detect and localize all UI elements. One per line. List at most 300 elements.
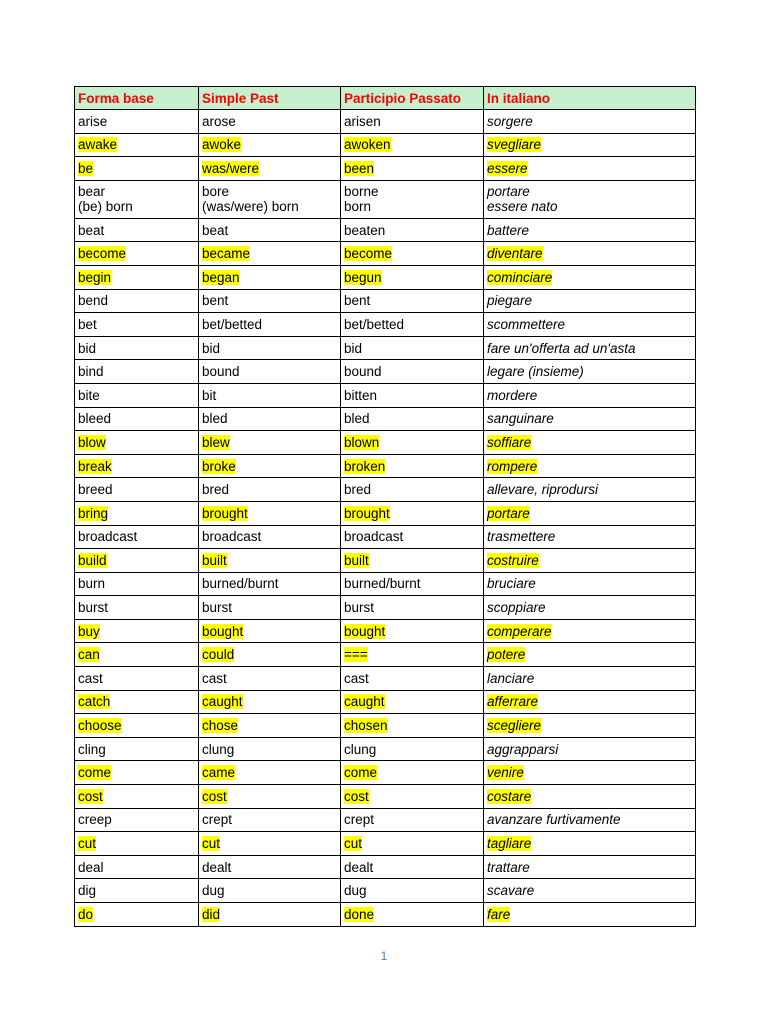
cell-text: come [78,765,112,781]
cell-text: bet [78,316,97,332]
cell-text: beat [202,222,229,238]
cell-text: bent [344,293,371,309]
cell-text: cast [344,670,369,686]
table-row [75,855,696,879]
cell-text: piegare [487,293,533,309]
table-row [75,761,696,785]
base-form-cell [75,313,199,337]
simple-past-cell [199,110,341,134]
cell-text: choose [78,718,122,734]
italian-translation-cell [484,549,696,573]
simple-past-cell [199,289,341,313]
cell-text: bred [344,482,372,498]
cell-text: bid [202,340,221,356]
past-participle-cell [341,525,484,549]
cell-text: bend [78,293,109,309]
base-form-cell [75,785,199,809]
base-form-cell [75,289,199,313]
cell-text: beat [78,222,105,238]
italian-translation-cell [484,525,696,549]
italian-translation-cell [484,714,696,738]
italian-translation-cell [484,619,696,643]
cell-text: awoke [202,137,242,153]
base-form-cell [75,737,199,761]
table-row [75,265,696,289]
simple-past-cell [199,180,341,218]
cell-text: cast [202,670,227,686]
table-row [75,690,696,714]
base-form-cell [75,572,199,596]
italian-translation-cell [484,478,696,502]
simple-past-cell [199,407,341,431]
cell-text: === [344,647,368,663]
italian-translation-cell [484,360,696,384]
cell-text: burst [202,600,233,616]
cell-text: dig [78,883,97,899]
cell-text: dealt [202,859,232,875]
cell-text: avanzare furtivamente [487,812,621,828]
simple-past-cell [199,431,341,455]
base-form-cell [75,643,199,667]
past-participle-cell [341,265,484,289]
cell-text: portare [487,505,530,521]
base-form-cell [75,110,199,134]
past-participle-cell [341,832,484,856]
cell-text: cost [78,788,103,804]
cell-text: arose [202,113,236,129]
cell-text: cut [78,836,97,852]
cell-text: bind [78,364,104,380]
simple-past-cell [199,133,341,157]
cell-text: aggrapparsi [487,741,559,757]
italian-translation-cell [484,133,696,157]
simple-past-cell [199,690,341,714]
cell-text: scegliere [487,718,542,734]
table-row [75,157,696,181]
cell-text: venire [487,765,524,781]
cell-text: become [78,246,127,262]
simple-past-cell [199,832,341,856]
past-participle-cell [341,313,484,337]
italian-translation-cell [484,265,696,289]
cell-text: bet/betted [202,316,263,332]
cell-text: bought [202,623,244,639]
cell-text: clung [202,741,235,757]
base-form-cell [75,619,199,643]
cell-text: caught [202,694,243,710]
simple-past-cell [199,501,341,525]
cell-text: broadcast [344,529,404,545]
cell-text: clung [344,741,377,757]
cell-text: was/were [202,160,260,176]
base-form-cell [75,690,199,714]
past-participle-cell [341,619,484,643]
base-form-cell [75,903,199,927]
cell-text: portare essere nato [487,184,558,215]
italian-translation-cell [484,761,696,785]
table-row [75,596,696,620]
base-form-cell [75,242,199,266]
table-row [75,549,696,573]
past-participle-cell [341,454,484,478]
cell-text: bit [202,387,217,403]
cell-text: beaten [344,222,386,238]
simple-past-cell [199,549,341,573]
cell-text: potere [487,647,526,663]
past-participle-cell [341,180,484,218]
cell-text: burst [78,600,109,616]
table-row [75,785,696,809]
italian-translation-cell [484,832,696,856]
past-participle-cell [341,289,484,313]
simple-past-cell [199,478,341,502]
cell-text: broken [344,458,386,474]
simple-past-cell [199,714,341,738]
base-form-cell [75,133,199,157]
header-forma-base: Forma base [75,87,199,110]
cell-text: tagliare [487,836,532,852]
past-participle-cell [341,737,484,761]
cell-text: broadcast [202,529,262,545]
cell-text: burn [78,576,106,592]
simple-past-cell [199,667,341,691]
table-row [75,289,696,313]
cell-text: sanguinare [487,411,554,427]
italian-translation-cell [484,407,696,431]
past-participle-cell [341,407,484,431]
table-row [75,667,696,691]
cell-text: cast [78,670,103,686]
cell-text: dug [344,883,367,899]
header-participio-passato: Participio Passato [341,87,484,110]
simple-past-cell [199,737,341,761]
cell-text: bound [344,364,382,380]
table-row [75,619,696,643]
cell-text: breed [78,482,113,498]
cell-text: cominciare [487,269,553,285]
page-number: 1 [380,949,388,963]
past-participle-cell [341,549,484,573]
past-participle-cell [341,855,484,879]
cell-text: arise [78,113,108,129]
cell-text: borne born [344,184,379,215]
cell-text: did [202,906,221,922]
cell-text: costruire [487,552,539,568]
table-row [75,808,696,832]
cell-text: cost [344,788,369,804]
cell-text: brought [202,505,248,521]
cell-text: bitten [344,387,378,403]
past-participle-cell [341,242,484,266]
cell-text: blown [344,434,380,450]
cell-text: afferrare [487,694,539,710]
cell-text: creep [78,812,112,828]
header-in-italiano: In italiano [484,87,696,110]
past-participle-cell [341,785,484,809]
past-participle-cell [341,879,484,903]
cell-text: become [344,246,393,262]
cell-text: cling [78,741,106,757]
simple-past-cell [199,525,341,549]
cell-text: build [78,552,107,568]
cell-text: bring [78,505,109,521]
table-row [75,572,696,596]
cell-text: built [202,552,227,568]
cell-text: bled [344,411,370,427]
table-row [75,383,696,407]
cell-text: dealt [344,859,374,875]
simple-past-cell [199,218,341,242]
cell-text: legare (insieme) [487,364,584,380]
cell-text: rompere [487,458,538,474]
table-row [75,903,696,927]
cell-text: burned/burnt [344,576,421,592]
cell-text: bent [202,293,229,309]
past-participle-cell [341,478,484,502]
simple-past-cell [199,313,341,337]
past-participle-cell [341,360,484,384]
cell-text: can [78,647,100,663]
past-participle-cell [341,572,484,596]
simple-past-cell [199,596,341,620]
italian-translation-cell [484,431,696,455]
italian-translation-cell [484,785,696,809]
italian-translation-cell [484,903,696,927]
irregular-verbs-table [74,86,696,927]
cell-text: came [202,765,236,781]
cell-text: built [344,552,369,568]
italian-translation-cell [484,643,696,667]
cell-text: essere [487,160,528,176]
italian-translation-cell [484,690,696,714]
cell-text: bore (was/were) born [202,184,299,215]
past-participle-cell [341,501,484,525]
cell-text: soffiare [487,434,532,450]
table-row [75,832,696,856]
cell-text: cut [202,836,221,852]
cell-text: costare [487,788,532,804]
simple-past-cell [199,242,341,266]
table-row [75,336,696,360]
cell-text: could [202,647,235,663]
cell-text: allevare, riprodursi [487,482,599,498]
italian-translation-cell [484,110,696,134]
table-row [75,525,696,549]
past-participle-cell [341,596,484,620]
cell-text: cost [202,788,227,804]
header-simple-past: Simple Past [199,87,341,110]
cell-text: catch [78,694,111,710]
cell-text: come [344,765,378,781]
simple-past-cell [199,808,341,832]
past-participle-cell [341,903,484,927]
base-form-cell [75,832,199,856]
past-participle-cell [341,761,484,785]
cell-text: scavare [487,883,535,899]
simple-past-cell [199,157,341,181]
cell-text: chosen [344,718,388,734]
cell-text: awoken [344,137,391,153]
table-row [75,133,696,157]
base-form-cell [75,383,199,407]
base-form-cell [75,265,199,289]
cell-text: cut [344,836,363,852]
table-row [75,714,696,738]
base-form-cell [75,549,199,573]
italian-translation-cell [484,289,696,313]
italian-translation-cell [484,855,696,879]
cell-text: bear (be) born [78,184,133,215]
italian-translation-cell [484,808,696,832]
past-participle-cell [341,133,484,157]
base-form-cell [75,761,199,785]
table-row [75,643,696,667]
cell-text: begun [344,269,382,285]
table-row [75,501,696,525]
base-form-cell [75,218,199,242]
base-form-cell [75,855,199,879]
base-form-cell [75,667,199,691]
table-header-row [75,87,696,110]
cell-text: bruciare [487,576,536,592]
base-form-cell [75,879,199,903]
base-form-cell [75,180,199,218]
cell-text: burned/burnt [202,576,279,592]
past-participle-cell [341,714,484,738]
simple-past-cell [199,454,341,478]
italian-translation-cell [484,879,696,903]
cell-text: bound [202,364,240,380]
cell-text: became [202,246,251,262]
base-form-cell [75,431,199,455]
simple-past-cell [199,572,341,596]
past-participle-cell [341,110,484,134]
cell-text: sorgere [487,113,533,129]
cell-text: broadcast [78,529,138,545]
italian-translation-cell [484,737,696,761]
cell-text: caught [344,694,385,710]
base-form-cell [75,157,199,181]
cell-text: fare un'offerta ad un'asta [487,340,636,356]
table-row [75,110,696,134]
table-row [75,242,696,266]
past-participle-cell [341,157,484,181]
cell-text: bid [344,340,363,356]
simple-past-cell [199,855,341,879]
base-form-cell [75,360,199,384]
cell-text: mordere [487,387,538,403]
simple-past-cell [199,336,341,360]
italian-translation-cell [484,218,696,242]
cell-text: chose [202,718,239,734]
table-row [75,180,696,218]
italian-translation-cell [484,157,696,181]
simple-past-cell [199,383,341,407]
table-row [75,218,696,242]
cell-text: bet/betted [344,316,405,332]
cell-text: comperare [487,623,552,639]
base-form-cell [75,596,199,620]
past-participle-cell [341,431,484,455]
cell-text: bled [202,411,228,427]
cell-text: crept [202,812,233,828]
cell-text: diventare [487,246,543,262]
cell-text: broke [202,458,236,474]
cell-text: be [78,160,94,176]
cell-text: crept [344,812,375,828]
italian-translation-cell [484,242,696,266]
italian-translation-cell [484,336,696,360]
base-form-cell [75,407,199,431]
italian-translation-cell [484,667,696,691]
simple-past-cell [199,360,341,384]
past-participle-cell [341,336,484,360]
italian-translation-cell [484,501,696,525]
cell-text: done [344,906,375,922]
table-row [75,737,696,761]
base-form-cell [75,525,199,549]
base-form-cell [75,808,199,832]
cell-text: been [344,160,375,176]
cell-text: bred [202,482,230,498]
simple-past-cell [199,265,341,289]
simple-past-cell [199,879,341,903]
table-body [75,110,696,927]
italian-translation-cell [484,313,696,337]
cell-text: brought [344,505,390,521]
table-row [75,431,696,455]
base-form-cell [75,714,199,738]
past-participle-cell [341,667,484,691]
italian-translation-cell [484,596,696,620]
cell-text: buy [78,623,100,639]
cell-text: arisen [344,113,381,129]
simple-past-cell [199,903,341,927]
cell-text: battere [487,222,530,238]
cell-text: lanciare [487,670,535,686]
cell-text: scoppiare [487,600,546,616]
cell-text: bite [78,387,100,403]
cell-text: trattare [487,859,530,875]
cell-text: blow [78,434,106,450]
past-participle-cell [341,808,484,832]
cell-text: deal [78,859,104,875]
table-row [75,407,696,431]
table-row [75,879,696,903]
table-row [75,478,696,502]
cell-text: break [78,458,112,474]
base-form-cell [75,336,199,360]
cell-text: dug [202,883,225,899]
cell-text: blew [202,434,230,450]
past-participle-cell [341,643,484,667]
italian-translation-cell [484,572,696,596]
cell-text: bleed [78,411,112,427]
cell-text: do [78,906,94,922]
italian-translation-cell [484,454,696,478]
italian-translation-cell [484,180,696,218]
simple-past-cell [199,785,341,809]
cell-text: begin [78,269,112,285]
cell-text: scommettere [487,316,566,332]
cell-text: awake [78,137,118,153]
cell-text: fare [487,906,511,922]
cell-text: svegliare [487,137,542,153]
base-form-cell [75,478,199,502]
simple-past-cell [199,643,341,667]
table-row [75,454,696,478]
simple-past-cell [199,619,341,643]
